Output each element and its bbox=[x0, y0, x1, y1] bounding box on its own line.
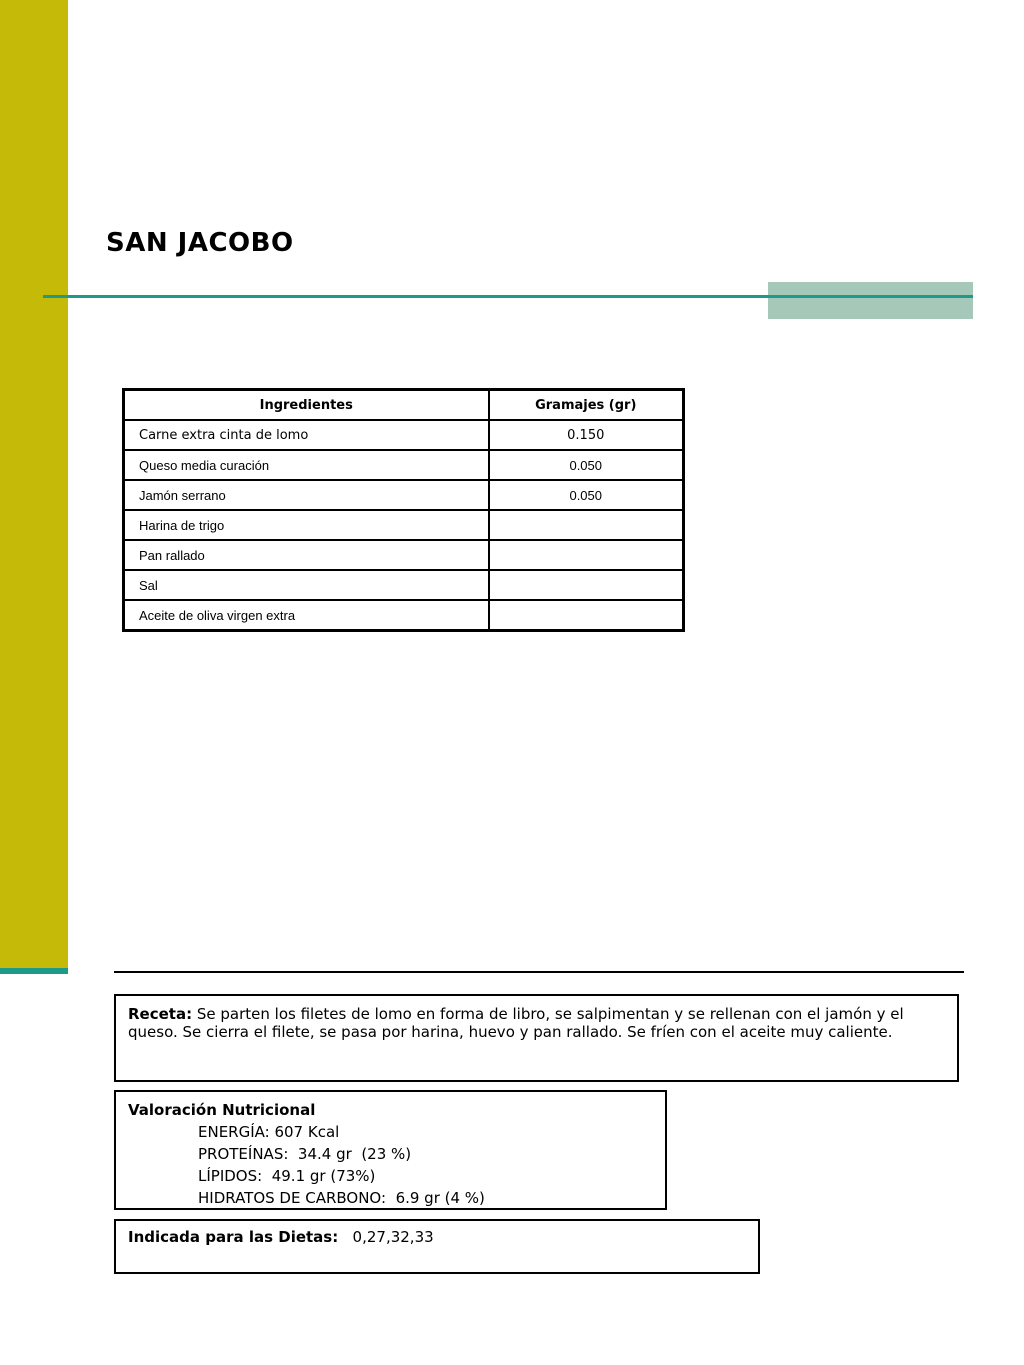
grams-cell: 0.050 bbox=[489, 450, 684, 480]
grams-cell: 0.050 bbox=[489, 480, 684, 510]
section-separator bbox=[114, 971, 964, 973]
ingredient-cell: Harina de trigo bbox=[124, 510, 489, 540]
table-row bbox=[124, 600, 684, 631]
table-row bbox=[124, 570, 684, 600]
recipe-box bbox=[114, 994, 959, 1082]
side-accent-bar bbox=[0, 0, 68, 968]
recipe-label: Receta: bbox=[128, 1005, 193, 1023]
recipe-text: Se parten los filetes de lomo en forma de libro, se salpimentan y se rellenan con el jamón y el queso. Se cierra el filete, se pasa por harina, huevo y pan rallado. Se fríen con el aceite muy caliente. bbox=[128, 1005, 904, 1041]
ingredient-cell: Aceite de oliva virgen extra bbox=[124, 600, 489, 631]
nutrition-proteins: PROTEÍNAS: 34.4 gr (23 %) bbox=[198, 1145, 412, 1163]
ingredient-cell: Pan rallado bbox=[124, 540, 489, 570]
diets-label: Indicada para las Dietas: bbox=[128, 1228, 339, 1246]
grams-cell bbox=[489, 540, 684, 570]
table-row bbox=[124, 480, 684, 510]
nutrition-label: Valoración Nutricional bbox=[128, 1101, 316, 1119]
grams-cell bbox=[489, 570, 684, 600]
ingredient-cell: Queso media curación bbox=[124, 450, 489, 480]
ingredients-table bbox=[122, 388, 685, 632]
grams-cell bbox=[489, 600, 684, 631]
ingredient-cell: Sal bbox=[124, 570, 489, 600]
nutrition-lipids: LÍPIDOS: 49.1 gr (73%) bbox=[198, 1167, 376, 1185]
table-row bbox=[124, 450, 684, 480]
title-accent-line bbox=[768, 295, 973, 298]
ingredient-cell: Jamón serrano bbox=[124, 480, 489, 510]
grams-cell: 0.150 bbox=[489, 420, 684, 450]
nutrition-box bbox=[114, 1090, 667, 1210]
header-ingredientes: Ingredientes bbox=[124, 390, 489, 421]
nutrition-energy: ENERGÍA: 607 Kcal bbox=[198, 1123, 340, 1141]
ingredient-cell: Carne extra cinta de lomo bbox=[124, 420, 489, 450]
side-accent-underline bbox=[0, 968, 68, 974]
grams-cell bbox=[489, 510, 684, 540]
header-gramajes: Gramajes (gr) bbox=[489, 390, 684, 421]
diets-value: 0,27,32,33 bbox=[352, 1228, 434, 1246]
table-row bbox=[124, 420, 684, 450]
title-accent-block bbox=[768, 282, 973, 319]
diets-box bbox=[114, 1219, 760, 1274]
table-row bbox=[124, 540, 684, 570]
nutrition-carbs: HIDRATOS DE CARBONO: 6.9 gr (4 %) bbox=[198, 1189, 485, 1207]
table-row bbox=[124, 510, 684, 540]
page-title: SAN JACOBO bbox=[106, 228, 294, 258]
table-header-row bbox=[124, 390, 684, 421]
